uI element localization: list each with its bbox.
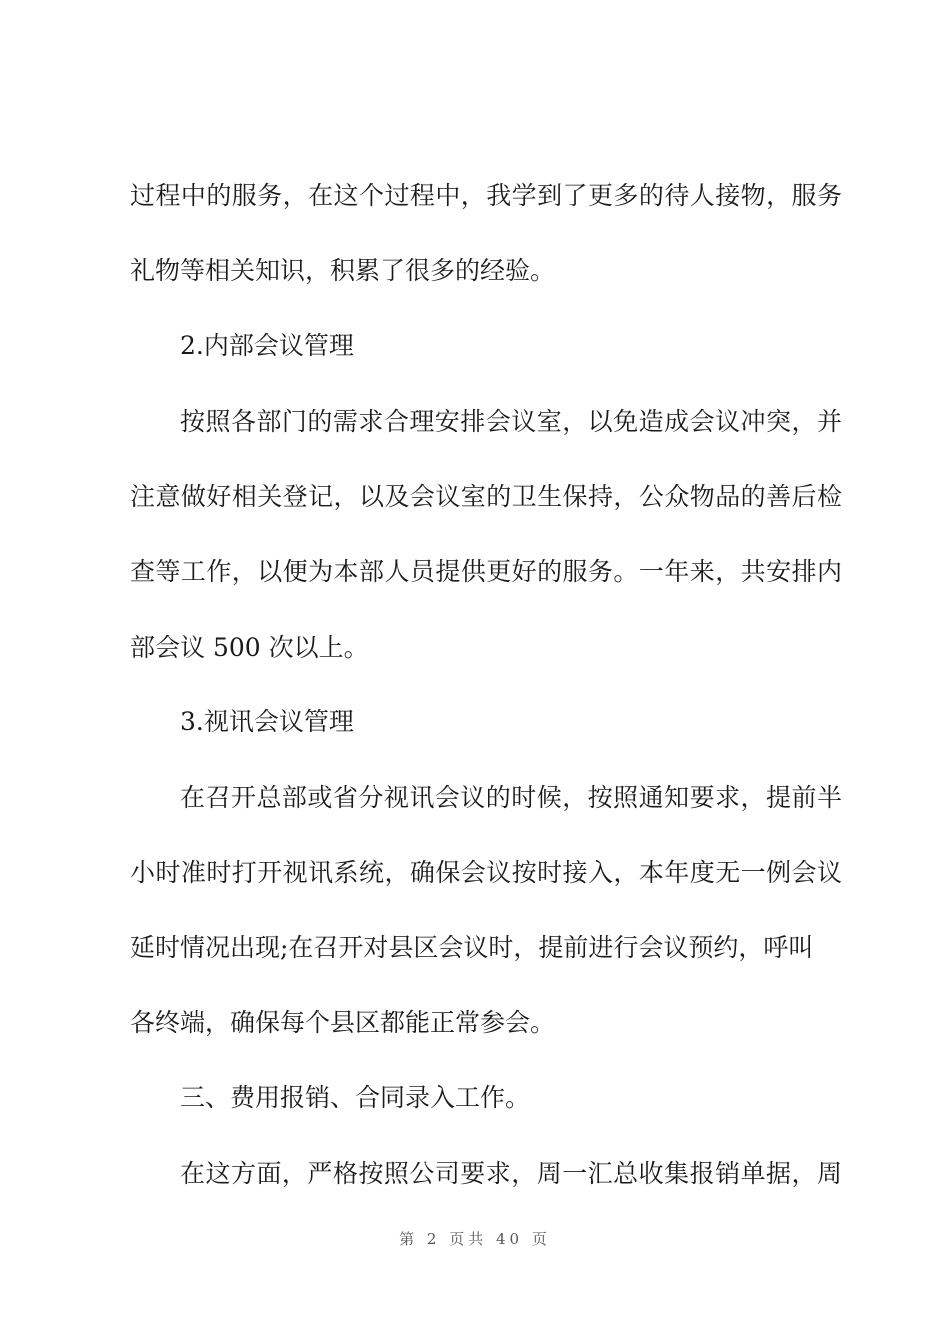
paragraph-line: 过程中的服务，在这个过程中，我学到了更多的待人接物，服务 (130, 181, 842, 210)
paragraph-line: 查等工作，以便为本部人员提供更好的服务。一年来，共安排内 (130, 557, 842, 586)
paragraph-line: 按照各部门的需求合理安排会议室，以免造成会议冲突，并 (180, 407, 842, 436)
page-number-footer: 第 2 页共 40 页 (399, 1230, 551, 1248)
paragraph-line: 部会议 500 次以上。 (130, 633, 369, 662)
paragraph-line: 注意做好相关登记，以及会议室的卫生保持，公众物品的善后检 (130, 482, 842, 511)
paragraph-line: 各终端，确保每个县区都能正常参会。 (130, 1008, 556, 1037)
section-heading: 2.内部会议管理 (180, 331, 354, 360)
paragraph-line: 在召开总部或省分视讯会议的时候，按照通知要求，提前半 (180, 783, 842, 812)
paragraph-line: 礼物等相关知识，积累了很多的经验。 (130, 256, 556, 285)
section-heading: 三、费用报销、合同录入工作。 (180, 1083, 531, 1112)
paragraph-line: 小时准时打开视讯系统，确保会议按时接入，本年度无一例会议 (130, 858, 842, 887)
paragraph-line: 在这方面，严格按照公司要求，周一汇总收集报销单据，周 (180, 1159, 842, 1188)
section-heading: 3.视讯会议管理 (180, 707, 354, 736)
paragraph-line: 延时情况出现;在召开对县区会议时，提前进行会议预约，呼叫 (130, 933, 814, 962)
